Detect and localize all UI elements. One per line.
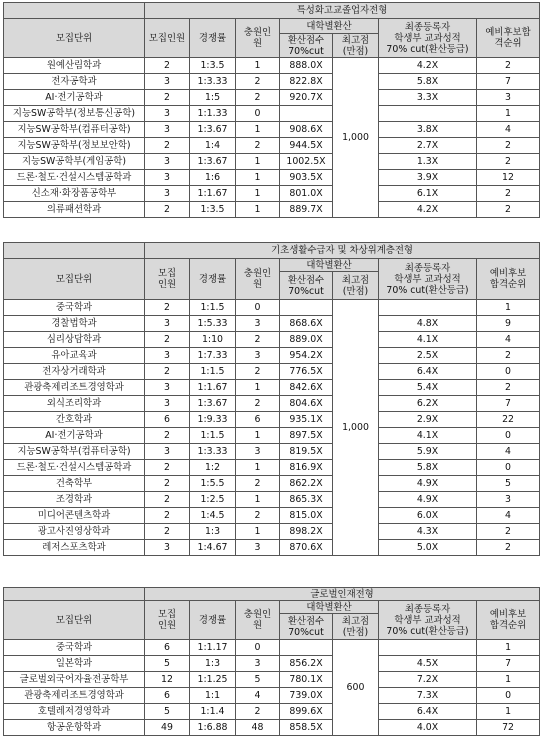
cell-quota: 3 (145, 540, 190, 556)
cell-waitlist: 7 (477, 74, 540, 90)
cell-dept: AI·전기공학과 (4, 90, 145, 106)
cell-waitlist: 5 (477, 476, 540, 492)
cell-conv-score (280, 300, 333, 316)
cell-competition: 1:1.33 (190, 106, 236, 122)
table-row (4, 138, 540, 154)
cell-quota: 3 (145, 186, 190, 202)
cell-final-grade: 2.9X (379, 412, 477, 428)
cell-dept: 의류패션학과 (4, 202, 145, 218)
cell-conv-score: 856.2X (280, 656, 333, 672)
cell-competition: 1:3.67 (190, 154, 236, 170)
cell-waitlist: 2 (477, 138, 540, 154)
cell-waitlist: 2 (477, 380, 540, 396)
cell-dept: 조경학과 (4, 492, 145, 508)
cell-quota: 3 (145, 74, 190, 90)
cell-quota: 3 (145, 106, 190, 122)
cell-competition: 1:4.5 (190, 508, 236, 524)
cell-extra: 2 (236, 508, 280, 524)
col-header-max-score: 최고점 (만점) (333, 272, 379, 300)
table-row (4, 316, 540, 332)
cell-competition: 1:3 (190, 524, 236, 540)
cell-dept: 지능SW공학부(정보보안학) (4, 138, 145, 154)
cell-quota: 2 (145, 300, 190, 316)
cell-competition: 1:3 (190, 656, 236, 672)
table-row (4, 332, 540, 348)
cell-final-grade: 4.2X (379, 58, 477, 74)
cell-waitlist: 0 (477, 688, 540, 704)
cell-competition: 1:1.5 (190, 364, 236, 380)
cell-extra: 3 (236, 540, 280, 556)
cell-competition: 1:9.33 (190, 412, 236, 428)
cell-dept: 일본학과 (4, 656, 145, 672)
cell-competition: 1:4 (190, 138, 236, 154)
table-row (4, 106, 540, 122)
cell-extra: 1 (236, 202, 280, 218)
cell-competition: 1:3.33 (190, 444, 236, 460)
table-row (4, 688, 540, 704)
cell-final-grade: 4.9X (379, 492, 477, 508)
cell-conv-score: 870.6X (280, 540, 333, 556)
cell-conv-score: 908.6X (280, 122, 333, 138)
cell-extra: 4 (236, 688, 280, 704)
cell-extra: 2 (236, 704, 280, 720)
col-header-univ-conv: 대학별환산 (280, 601, 379, 614)
cell-conv-score: 898.2X (280, 524, 333, 540)
col-header-final-grade: 최종등록자 학생부 교과성적 70% cut(환산등급) (379, 601, 477, 640)
cell-quota: 49 (145, 720, 190, 736)
cell-extra: 2 (236, 138, 280, 154)
section-title: 특성화고교졸업자전형 (145, 3, 540, 19)
cell-extra: 0 (236, 640, 280, 656)
cell-conv-score: 889.0X (280, 332, 333, 348)
cell-final-grade: 6.2X (379, 396, 477, 412)
cell-extra: 2 (236, 90, 280, 106)
cell-waitlist: 2 (477, 186, 540, 202)
cell-extra: 6 (236, 412, 280, 428)
col-header-waitlist: 예비후보 합격순위 (477, 601, 540, 640)
cell-conv-score: 819.5X (280, 444, 333, 460)
cell-final-grade: 7.3X (379, 688, 477, 704)
cell-conv-score: 739.0X (280, 688, 333, 704)
table-row (4, 348, 540, 364)
cell-quota: 6 (145, 412, 190, 428)
cell-quota: 2 (145, 364, 190, 380)
cell-waitlist: 2 (477, 524, 540, 540)
cell-competition: 1:5 (190, 90, 236, 106)
cell-conv-score: 816.9X (280, 460, 333, 476)
cell-waitlist: 4 (477, 122, 540, 138)
cell-extra: 3 (236, 656, 280, 672)
col-header-dept: 모집단위 (4, 19, 145, 58)
table-row (4, 412, 540, 428)
cell-extra: 1 (236, 170, 280, 186)
col-header-dept: 모집단위 (4, 259, 145, 300)
cell-waitlist: 4 (477, 444, 540, 460)
cell-waitlist: 2 (477, 58, 540, 74)
cell-waitlist: 0 (477, 364, 540, 380)
cell-extra: 2 (236, 476, 280, 492)
cell-quota: 3 (145, 348, 190, 364)
cell-dept: 중국학과 (4, 300, 145, 316)
cell-extra: 1 (236, 186, 280, 202)
cell-extra: 3 (236, 316, 280, 332)
cell-extra: 0 (236, 106, 280, 122)
cell-final-grade: 5.4X (379, 380, 477, 396)
cell-waitlist: 3 (477, 492, 540, 508)
table-row (4, 186, 540, 202)
table-row (4, 122, 540, 138)
cell-competition: 1:5.33 (190, 316, 236, 332)
cell-final-grade: 2.7X (379, 138, 477, 154)
cell-competition: 1:2 (190, 460, 236, 476)
cell-waitlist: 7 (477, 396, 540, 412)
cell-quota: 2 (145, 90, 190, 106)
cell-extra: 5 (236, 672, 280, 688)
cell-conv-score: 815.0X (280, 508, 333, 524)
cell-competition: 1:1.4 (190, 704, 236, 720)
cell-waitlist: 2 (477, 154, 540, 170)
cell-waitlist: 12 (477, 170, 540, 186)
cell-extra: 2 (236, 396, 280, 412)
cell-quota: 5 (145, 704, 190, 720)
cell-final-grade: 6.1X (379, 186, 477, 202)
col-header-competition: 경쟁률 (190, 19, 236, 58)
cell-waitlist: 1 (477, 640, 540, 656)
cell-dept: 중국학과 (4, 640, 145, 656)
cell-final-grade: 5.9X (379, 444, 477, 460)
cell-dept: 관광축제리조트경영학과 (4, 688, 145, 704)
cell-dept: 유아교육과 (4, 348, 145, 364)
cell-extra: 1 (236, 428, 280, 444)
cell-final-grade (379, 640, 477, 656)
col-header-extra: 충원인 원 (236, 259, 280, 300)
table-row (4, 640, 540, 656)
cell-competition: 1:3.5 (190, 202, 236, 218)
col-header-quota: 모집 인원 (145, 601, 190, 640)
cell-competition: 1:7.33 (190, 348, 236, 364)
table-row (4, 524, 540, 540)
cell-competition: 1:1.25 (190, 672, 236, 688)
table-row (4, 444, 540, 460)
cell-extra: 2 (236, 364, 280, 380)
section-global-talent (3, 587, 539, 736)
cell-conv-score: 858.5X (280, 720, 333, 736)
col-header-quota: 모집인원 (145, 19, 190, 58)
col-header-dept: 모집단위 (4, 601, 145, 640)
cell-extra: 1 (236, 154, 280, 170)
col-header-max-score: 최고점 (만점) (333, 614, 379, 640)
cell-final-grade: 6.0X (379, 508, 477, 524)
cell-conv-score: 776.5X (280, 364, 333, 380)
cell-final-grade: 4.1X (379, 428, 477, 444)
admission-table (3, 587, 540, 736)
cell-conv-score: 801.0X (280, 186, 333, 202)
cell-conv-score: 1002.5X (280, 154, 333, 170)
cell-conv-score: 903.5X (280, 170, 333, 186)
cell-waitlist: 4 (477, 508, 540, 524)
col-header-waitlist: 예비후보합 격순위 (477, 19, 540, 58)
cell-quota: 3 (145, 444, 190, 460)
cell-max-score: 1,000 (333, 58, 379, 218)
cell-final-grade: 4.0X (379, 720, 477, 736)
admission-table (3, 242, 540, 556)
cell-final-grade: 4.2X (379, 202, 477, 218)
cell-quota: 3 (145, 316, 190, 332)
cell-dept: 경찰법학과 (4, 316, 145, 332)
cell-extra: 48 (236, 720, 280, 736)
table-row (4, 704, 540, 720)
cell-final-grade (379, 106, 477, 122)
section-specialized-hs (3, 2, 539, 218)
section-title: 기초생활수급자 및 차상위계층전형 (145, 243, 540, 259)
cell-waitlist: 9 (477, 316, 540, 332)
cell-conv-score: 889.7X (280, 202, 333, 218)
cell-conv-score: 865.3X (280, 492, 333, 508)
cell-competition: 1:3.33 (190, 74, 236, 90)
cell-final-grade: 4.3X (379, 524, 477, 540)
cell-quota: 2 (145, 428, 190, 444)
cell-final-grade: 4.1X (379, 332, 477, 348)
cell-waitlist: 2 (477, 348, 540, 364)
cell-quota: 2 (145, 524, 190, 540)
cell-final-grade: 3.9X (379, 170, 477, 186)
table-row (4, 460, 540, 476)
cell-quota: 3 (145, 122, 190, 138)
table-row (4, 170, 540, 186)
cell-conv-score: 954.2X (280, 348, 333, 364)
cell-waitlist: 1 (477, 672, 540, 688)
col-header-univ-conv: 대학별환산 (280, 19, 379, 34)
cell-waitlist: 2 (477, 202, 540, 218)
cell-waitlist: 1 (477, 704, 540, 720)
table-row (4, 154, 540, 170)
cell-quota: 2 (145, 138, 190, 154)
cell-extra: 1 (236, 460, 280, 476)
cell-dept: 지능SW공학부(정보통신공학) (4, 106, 145, 122)
col-header-quota: 모집 인원 (145, 259, 190, 300)
cell-extra: 3 (236, 348, 280, 364)
cell-waitlist: 0 (477, 460, 540, 476)
cell-final-grade: 2.5X (379, 348, 477, 364)
cell-conv-score: 944.5X (280, 138, 333, 154)
cell-competition: 1:1.5 (190, 300, 236, 316)
cell-waitlist: 0 (477, 428, 540, 444)
cell-final-grade: 3.3X (379, 90, 477, 106)
cell-conv-score: 899.6X (280, 704, 333, 720)
table-row (4, 428, 540, 444)
table-row (4, 380, 540, 396)
cell-extra: 1 (236, 524, 280, 540)
cell-quota: 3 (145, 154, 190, 170)
table-row (4, 508, 540, 524)
cell-extra: 0 (236, 300, 280, 316)
cell-conv-score: 842.6X (280, 380, 333, 396)
col-header-extra: 충원인 원 (236, 601, 280, 640)
cell-dept: 드론·철도·건설시스템공학과 (4, 170, 145, 186)
cell-waitlist: 2 (477, 540, 540, 556)
cell-competition: 1:1.67 (190, 380, 236, 396)
cell-waitlist: 4 (477, 332, 540, 348)
cell-extra: 1 (236, 58, 280, 74)
col-header-conv-score: 환산점수 70%cut (280, 614, 333, 640)
cell-extra: 3 (236, 444, 280, 460)
cell-quota: 3 (145, 170, 190, 186)
cell-quota: 12 (145, 672, 190, 688)
cell-dept: 미디어콘텐츠학과 (4, 508, 145, 524)
cell-quota: 2 (145, 332, 190, 348)
cell-competition: 1:3.67 (190, 122, 236, 138)
cell-dept: 신소재·화장품공학부 (4, 186, 145, 202)
cell-conv-score: 935.1X (280, 412, 333, 428)
table-row (4, 720, 540, 736)
table-row (4, 656, 540, 672)
cell-quota: 2 (145, 508, 190, 524)
cell-competition: 1:6.88 (190, 720, 236, 736)
cell-final-grade: 4.9X (379, 476, 477, 492)
cell-dept: 건축학부 (4, 476, 145, 492)
cell-competition: 1:2.5 (190, 492, 236, 508)
cell-dept: AI·전기공학과 (4, 428, 145, 444)
cell-waitlist: 1 (477, 106, 540, 122)
cell-competition: 1:1 (190, 688, 236, 704)
table-row (4, 300, 540, 316)
cell-max-score: 1,000 (333, 300, 379, 556)
table-row (4, 492, 540, 508)
cell-competition: 1:5.5 (190, 476, 236, 492)
cell-competition: 1:1.67 (190, 186, 236, 202)
col-header-extra: 충원인 원 (236, 19, 280, 58)
col-header-max-score: 최고점 (만점) (333, 34, 379, 58)
cell-dept: 호텔레저경영학과 (4, 704, 145, 720)
cell-competition: 1:3.67 (190, 396, 236, 412)
cell-dept: 관광축제리조트경영학과 (4, 380, 145, 396)
cell-competition: 1:4.67 (190, 540, 236, 556)
cell-dept: 간호학과 (4, 412, 145, 428)
cell-quota: 6 (145, 688, 190, 704)
cell-dept: 외식조리학과 (4, 396, 145, 412)
cell-quota: 2 (145, 492, 190, 508)
cell-dept: 글로벌외국어자율전공학부 (4, 672, 145, 688)
cell-competition: 1:10 (190, 332, 236, 348)
cell-conv-score: 780.1X (280, 672, 333, 688)
cell-final-grade: 4.8X (379, 316, 477, 332)
cell-dept: 원예산림학과 (4, 58, 145, 74)
col-header-competition: 경쟁률 (190, 601, 236, 640)
cell-waitlist: 7 (477, 656, 540, 672)
cell-final-grade: 7.2X (379, 672, 477, 688)
cell-final-grade (379, 300, 477, 316)
section-title: 글로벌인재전형 (145, 588, 540, 601)
table-row (4, 476, 540, 492)
table-row (4, 364, 540, 380)
cell-competition: 1:1.17 (190, 640, 236, 656)
cell-quota: 2 (145, 58, 190, 74)
table-row (4, 202, 540, 218)
table-row (4, 58, 540, 74)
table-row (4, 396, 540, 412)
table-row (4, 90, 540, 106)
cell-final-grade: 3.8X (379, 122, 477, 138)
cell-conv-score: 920.7X (280, 90, 333, 106)
cell-dept: 지능SW공학부(컴퓨터공학) (4, 122, 145, 138)
cell-conv-score: 868.6X (280, 316, 333, 332)
cell-dept: 광고사진영상학과 (4, 524, 145, 540)
cell-waitlist: 72 (477, 720, 540, 736)
cell-quota: 2 (145, 460, 190, 476)
cell-final-grade: 4.5X (379, 656, 477, 672)
cell-quota: 3 (145, 396, 190, 412)
cell-conv-score: 897.5X (280, 428, 333, 444)
cell-extra: 1 (236, 122, 280, 138)
cell-extra: 1 (236, 492, 280, 508)
cell-competition: 1:1.5 (190, 428, 236, 444)
cell-dept: 전자공학과 (4, 74, 145, 90)
cell-waitlist: 1 (477, 300, 540, 316)
cell-competition: 1:3.5 (190, 58, 236, 74)
cell-waitlist: 22 (477, 412, 540, 428)
cell-final-grade: 6.4X (379, 704, 477, 720)
cell-quota: 2 (145, 202, 190, 218)
cell-max-score: 600 (333, 640, 379, 736)
cell-quota: 3 (145, 380, 190, 396)
cell-dept: 지능SW공학부(컴퓨터공학) (4, 444, 145, 460)
cell-final-grade: 5.0X (379, 540, 477, 556)
cell-dept: 드론·철도·건설시스템공학과 (4, 460, 145, 476)
cell-quota: 6 (145, 640, 190, 656)
cell-conv-score: 888.0X (280, 58, 333, 74)
table-row (4, 672, 540, 688)
cell-quota: 2 (145, 476, 190, 492)
admission-table (3, 2, 540, 218)
cell-waitlist: 3 (477, 90, 540, 106)
cell-extra: 1 (236, 380, 280, 396)
cell-final-grade: 1.3X (379, 154, 477, 170)
cell-extra: 2 (236, 74, 280, 90)
cell-final-grade: 6.4X (379, 364, 477, 380)
cell-final-grade: 5.8X (379, 74, 477, 90)
col-header-univ-conv: 대학별환산 (280, 259, 379, 272)
cell-dept: 지능SW공학부(게임공학) (4, 154, 145, 170)
cell-conv-score: 822.8X (280, 74, 333, 90)
col-header-final-grade: 최종등록자 학생부 교과성적 70% cut(환산등급) (379, 259, 477, 300)
cell-dept: 전자상거래학과 (4, 364, 145, 380)
col-header-final-grade: 최종등록자 학생부 교과성적 70% cut(환산등급) (379, 19, 477, 58)
cell-conv-score (280, 106, 333, 122)
col-header-conv-score: 환산점수 70%cut (280, 34, 333, 58)
section-low-income (3, 242, 539, 556)
cell-extra: 2 (236, 332, 280, 348)
table-row (4, 540, 540, 556)
cell-dept: 레저스포츠학과 (4, 540, 145, 556)
col-header-competition: 경쟁률 (190, 259, 236, 300)
col-header-waitlist: 예비후보 합격순위 (477, 259, 540, 300)
cell-quota: 5 (145, 656, 190, 672)
cell-dept: 심리상담학과 (4, 332, 145, 348)
cell-competition: 1:6 (190, 170, 236, 186)
cell-conv-score: 862.2X (280, 476, 333, 492)
cell-conv-score: 804.6X (280, 396, 333, 412)
col-header-conv-score: 환산점수 70%cut (280, 272, 333, 300)
cell-final-grade: 5.8X (379, 460, 477, 476)
cell-conv-score (280, 640, 333, 656)
table-row (4, 74, 540, 90)
cell-dept: 항공운항학과 (4, 720, 145, 736)
